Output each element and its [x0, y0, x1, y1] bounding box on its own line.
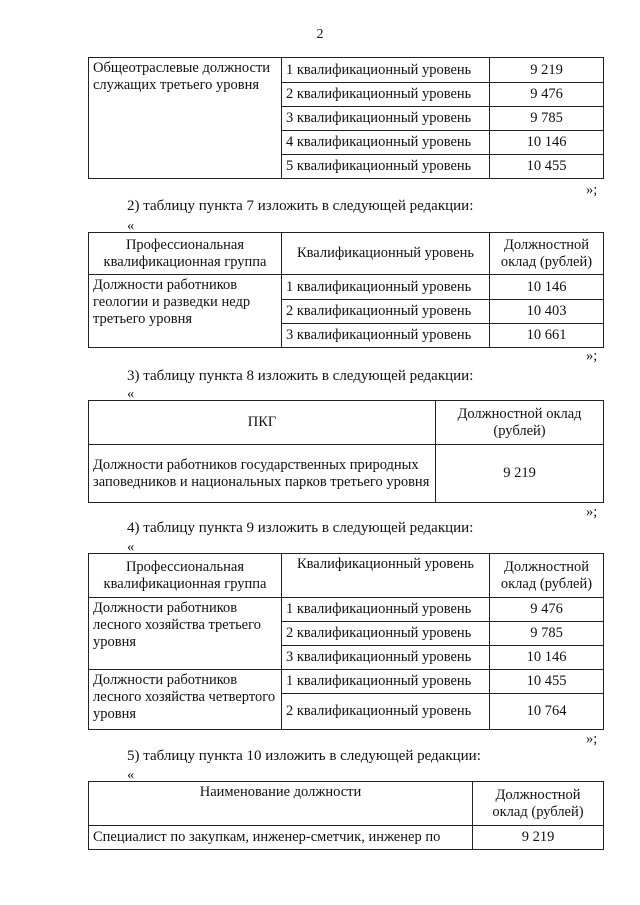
paragraph-3: 3) таблицу пункта 8 изложить в следующей редакции:	[127, 368, 474, 384]
closing-quote: »;	[586, 182, 598, 198]
salary-cell: 9 219	[490, 58, 604, 83]
opening-quote: «	[127, 386, 135, 402]
salary-cell: 10 146	[490, 646, 604, 670]
level-cell: 1 квалификационный уровень	[282, 58, 490, 83]
salary-cell: 10 146	[490, 131, 604, 155]
opening-quote: «	[127, 767, 135, 783]
table-forestry	[88, 553, 604, 730]
header-salary: Должностной оклад (рублей)	[490, 233, 604, 275]
header-salary: Должностной оклад (рублей)	[436, 401, 604, 445]
position-cell: Специалист по закупкам, инженер-сметчик, инженер по	[89, 826, 473, 850]
level-cell: 3 квалификационный уровень	[282, 324, 490, 348]
salary-cell: 9 476	[490, 598, 604, 622]
paragraph-5: 5) таблицу пункта 10 изложить в следующей редакции:	[127, 748, 481, 764]
paragraph-2: 2) таблицу пункта 7 изложить в следующей редакции:	[127, 198, 474, 214]
paragraph-4: 4) таблицу пункта 9 изложить в следующей редакции:	[127, 520, 474, 536]
level-cell: 2 квалификационный уровень	[282, 83, 490, 107]
group-cell: Общеотраслевые должности служащих третьего уровня	[89, 58, 282, 179]
closing-quote: »;	[586, 504, 598, 520]
group-cell: Должности работников геологии и разведки недр третьего уровня	[89, 275, 282, 348]
level-cell: 1 квалификационный уровень	[282, 670, 490, 694]
salary-cell: 9 219	[436, 445, 604, 503]
closing-quote: »;	[586, 348, 598, 364]
group-cell: Должности работников государственных природных заповедников и национальных парков третьего уровня	[89, 445, 436, 503]
header-group: Профессиональная квалификационная группа	[89, 233, 282, 275]
salary-cell: 9 785	[490, 107, 604, 131]
closing-quote: »;	[586, 731, 598, 747]
salary-cell: 10 455	[490, 670, 604, 694]
salary-cell: 10 455	[490, 155, 604, 179]
level-cell: 2 квалификационный уровень	[282, 694, 490, 730]
opening-quote: «	[127, 218, 135, 234]
page-number: 2	[316, 27, 324, 42]
header-level: Квалификационный уровень	[282, 233, 490, 275]
level-cell: 1 квалификационный уровень	[282, 598, 490, 622]
table-general-positions	[88, 57, 604, 179]
header-salary: Должностной оклад (рублей)	[490, 554, 604, 598]
level-cell: 3 квалификационный уровень	[282, 107, 490, 131]
header-level: Квалификационный уровень	[282, 554, 490, 598]
salary-cell: 9 476	[490, 83, 604, 107]
level-cell: 5 квалификационный уровень	[282, 155, 490, 179]
group-cell: Должности работников лесного хозяйства третьего уровня	[89, 598, 282, 670]
level-cell: 4 квалификационный уровень	[282, 131, 490, 155]
level-cell: 3 квалификационный уровень	[282, 646, 490, 670]
header-group: Профессиональная квалификационная группа	[89, 554, 282, 598]
level-cell: 2 квалификационный уровень	[282, 300, 490, 324]
salary-cell: 10 146	[490, 275, 604, 300]
level-cell: 2 квалификационный уровень	[282, 622, 490, 646]
group-cell: Должности работников лесного хозяйства четвертого уровня	[89, 670, 282, 730]
header-pkg: ПКГ	[89, 401, 436, 445]
salary-cell: 10 764	[490, 694, 604, 730]
table-geology	[88, 232, 604, 348]
level-cell: 1 квалификационный уровень	[282, 275, 490, 300]
salary-cell: 9 219	[473, 826, 604, 850]
salary-cell: 9 785	[490, 622, 604, 646]
table-positions	[88, 781, 604, 850]
header-position: Наименование должности	[89, 782, 473, 826]
header-salary: Должностной оклад (рублей)	[473, 782, 604, 826]
opening-quote: «	[127, 539, 135, 555]
table-reserves	[88, 400, 604, 503]
salary-cell: 10 661	[490, 324, 604, 348]
salary-cell: 10 403	[490, 300, 604, 324]
